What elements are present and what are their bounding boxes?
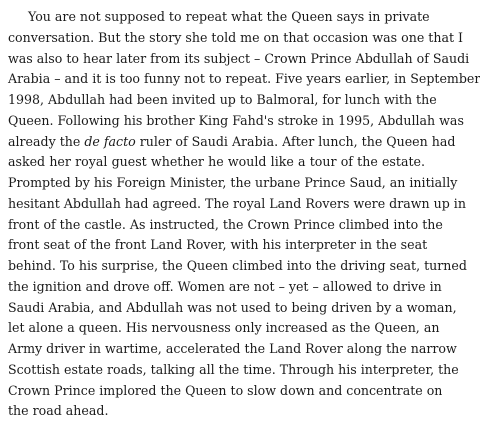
- italic-phrase: de facto: [84, 133, 136, 149]
- text-segment: already the: [8, 133, 85, 149]
- text-line: behind. To his surprise, the Queen climbed into the driving seat, turned: [8, 258, 467, 273]
- text-line: 1998, Abdullah had been invited up to Balmoral, for lunch with the: [8, 92, 437, 107]
- text-line: Saudi Arabia, and Abdullah was not used to being driven by a woman,: [8, 299, 457, 315]
- text-line: Scottish estate roads, talking all the time. Through his interpreter, the: [8, 361, 459, 377]
- text-line: Prompted by his Foreign Minister, the urbane Prince Saud, an initially: [8, 175, 458, 190]
- text-line: Crown Prince implored the Queen to slow down and concentrate on: [8, 382, 443, 398]
- text-line: front seat of the front Land Rover, with his interpreter in the seat: [8, 237, 428, 253]
- text-line: hesitant Abdullah had agreed. The royal Land Rovers were drawn up in: [8, 195, 466, 211]
- text-line: the road ahead.: [8, 403, 109, 419]
- body-paragraph: [8, 7, 480, 422]
- text-line: Army driver in wartime, accelerated the Land Rover along the narrow: [8, 341, 457, 356]
- text-line-with-italic: [8, 132, 456, 153]
- document-page: [8, 7, 480, 422]
- text-line: conversation. But the story she told me on that occasion was one that I: [8, 29, 464, 45]
- text-line: was also to hear later from its subject – Crown Prince Abdullah of Saudi: [8, 50, 470, 66]
- text-line: let alone a queen. His nervousness only increased as the Queen, an: [8, 320, 440, 336]
- text-line: Arabia – and it is too funny not to repeat. Five years earlier, in September: [8, 71, 480, 87]
- text-line: front of the castle. As instructed, the Crown Prince climbed into the: [8, 216, 443, 232]
- text-line: the ignition and drove off. Women are not – yet – allowed to drive in: [8, 278, 442, 294]
- text-line: You are not supposed to repeat what the Queen says in private: [28, 9, 430, 24]
- text-line: asked her royal guest whether he would like a tour of the estate.: [8, 154, 425, 170]
- text-segment: ruler of Saudi Arabia. After lunch, the Queen had: [135, 133, 456, 149]
- text-line: Queen. Following his brother King Fahd's stroke in 1995, Abdullah was: [8, 112, 464, 128]
